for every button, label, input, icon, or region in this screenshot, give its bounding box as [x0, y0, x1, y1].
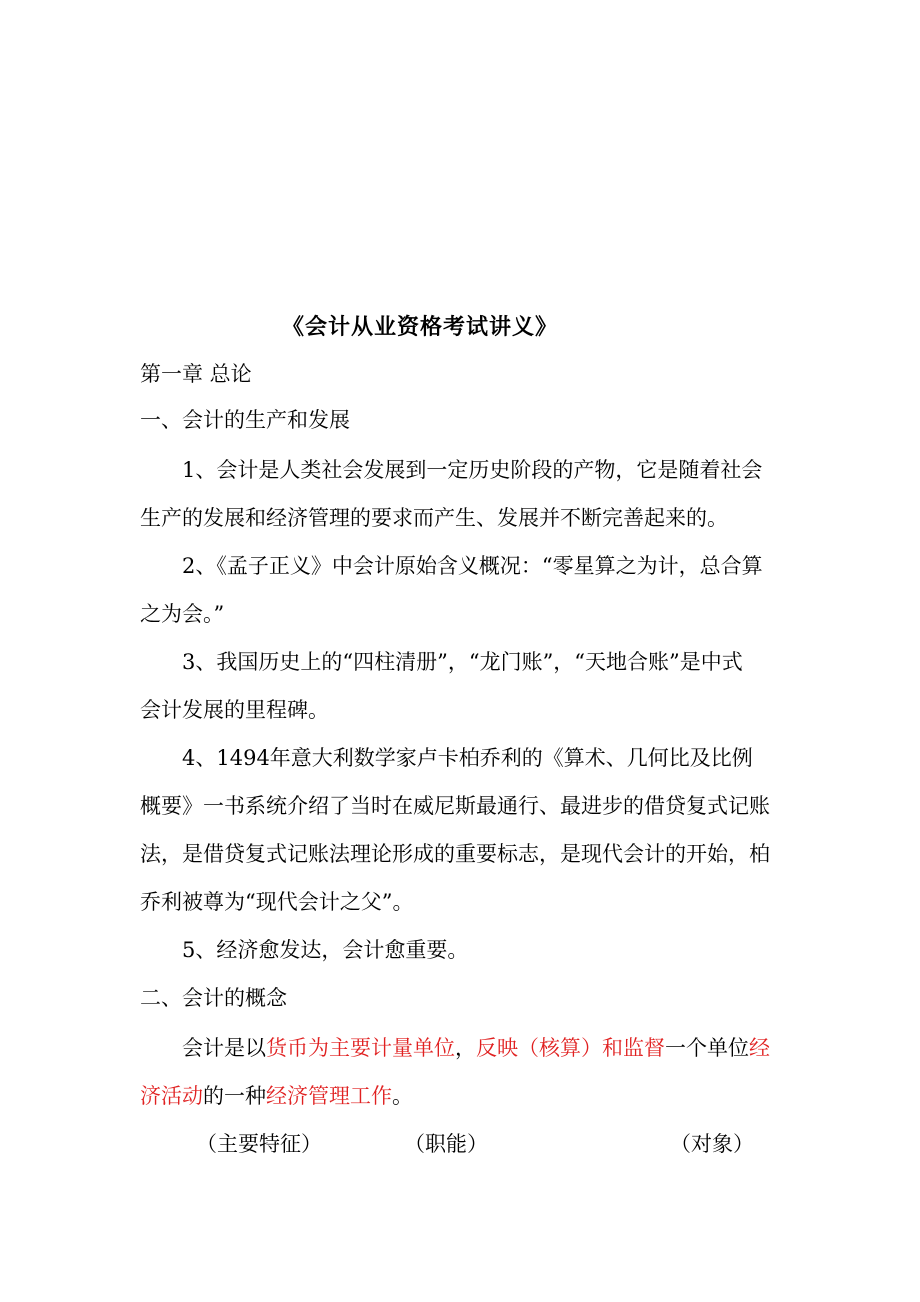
definition-text: 。 — [392, 1084, 413, 1108]
section-heading-1: 一、会计的生产和发展 — [140, 408, 350, 432]
definition-text: 的一种 — [203, 1084, 266, 1108]
caption-object: （对象） — [670, 1132, 754, 1156]
highlight-currency: 货币为主要计量单位 — [266, 1036, 455, 1060]
caption-function: （职能） — [404, 1132, 488, 1156]
caption-main-feature: （主要特征） — [196, 1132, 322, 1156]
paragraph-4-line-3: 法，是借贷复式记账法理论形成的重要标志，是现代会计的开始，柏 — [140, 842, 770, 866]
definition-text: ， — [455, 1036, 476, 1060]
paragraph-4-line-1: 4、1494年意大利数学家卢卡柏乔利的《算术、几何比及比例 — [182, 746, 753, 770]
paragraph-4-line-4: 乔利被尊为“现代会计之父”。 — [140, 890, 414, 914]
paragraph-2-line-1: 2、《孟子正义》中会计原始含义概况：“零星算之为计，总合算 — [182, 554, 763, 578]
paragraph-5-line-1: 5、经济愈发达，会计愈重要。 — [182, 938, 469, 962]
highlight-object-part1: 经 — [749, 1036, 770, 1060]
document-title: 《会计从业资格考试讲义》 — [281, 314, 558, 340]
paragraph-3-line-2: 会计发展的里程碑。 — [140, 698, 329, 722]
highlight-functions: 反映（核算）和监督 — [476, 1036, 665, 1060]
highlight-nature: 经济管理工作 — [266, 1084, 392, 1108]
paragraph-1-line-2: 生产的发展和经济管理的要求而产生、发展并不断完善起来的。 — [140, 506, 728, 530]
paragraph-2-line-2: 之为会。” — [140, 602, 225, 626]
definition-text: 一个单位 — [665, 1036, 749, 1060]
definition-line-1 — [140, 1034, 785, 1062]
section-heading-2: 二、会计的概念 — [140, 986, 287, 1010]
paragraph-3-line-1: 3、我国历史上的“四柱清册”，“龙门账”，“天地合账”是中式 — [182, 650, 743, 674]
highlight-object-part2: 济活动 — [140, 1084, 203, 1108]
chapter-heading: 第一章 总论 — [140, 362, 252, 386]
definition-line-2 — [140, 1082, 785, 1110]
paragraph-4-line-2: 概要》一书系统介绍了当时在威尼斯最通行、最进步的借贷复式记账 — [140, 794, 770, 818]
definition-text: 会计是以 — [182, 1036, 266, 1060]
paragraph-1-line-1: 1、会计是人类社会发展到一定历史阶段的产物，它是随着社会 — [182, 458, 763, 482]
